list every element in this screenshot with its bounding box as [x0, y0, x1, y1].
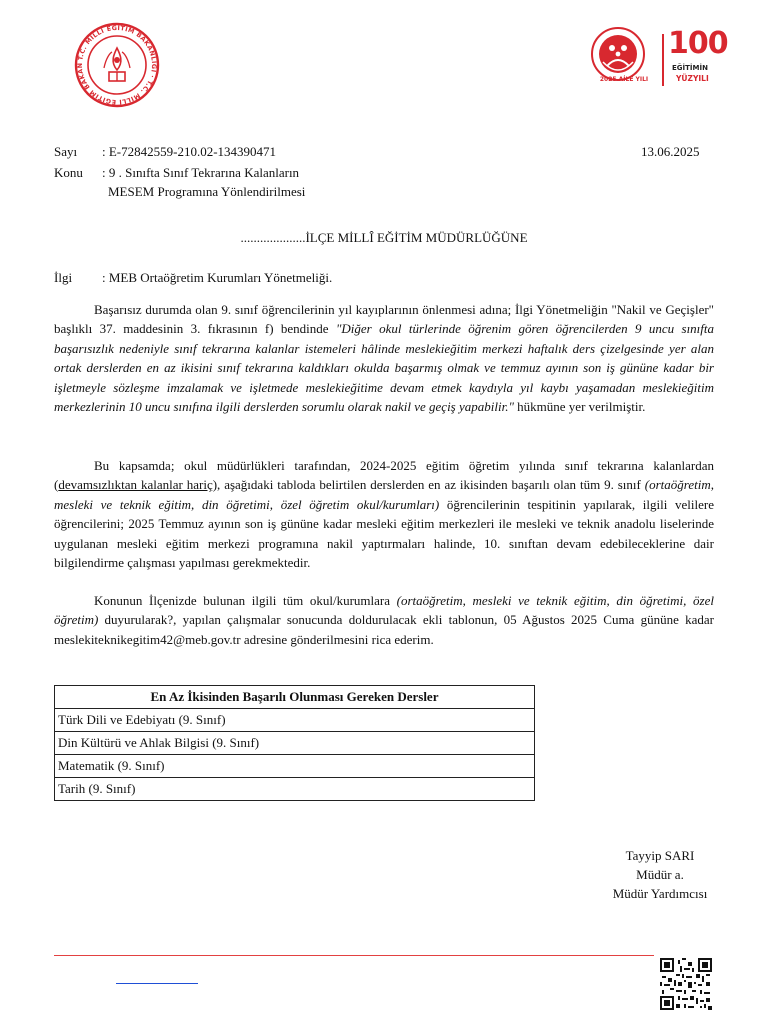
p2-part2: ), aşağıdaki tabloda belirtilen derslerden en az ikisinden başarılı olan tüm 9. sınıf [212, 477, 645, 493]
p2-underlined: devamsızlıktan kalanlar hariç [58, 477, 213, 493]
p1-quote: "Diğer okul türlerinde öğrenim gören öğrencilerden 9 uncu sınıfta başarısızlık nedeniyle sınıf tekrarına kalanlar istemeleri hâlinde meslekieğitim merkezi haftalık ders çizelgesinde yer alan ortak derslerden en az ikisini sınıf tekrarına kaldıkları okulda başarmış olmak ve temmuz ayının son iş gününe kadar bir işletmeyle sözleşme imzalamak ve işletmede meslekieğitime devam etmek kaydıyla yıl kaybı yaşamadan meslekieğitim merkezlerinin 10 uncu sınıfına ilgili derslerden sorumlu olarak nakil ve geçiş yapabilir." [54, 321, 715, 415]
p3-part1: Konunun İlçenizde bulunan ilgili tüm okul/kurumlara [94, 593, 397, 608]
table-row [55, 732, 535, 755]
signer-role: Müdür a. [636, 867, 684, 882]
svg-text:T.C. MİLLÎ EĞİTİM BAKANLIĞI ·: T.C. MİLLÎ EĞİTİM BAKANLIĞI · T.C. MİLLÎ EĞİTİM BAKAN [76, 24, 158, 106]
sayi-value: : E-72842559-210.02-134390471 [102, 144, 277, 159]
table-cell: Din Kültürü ve Ahlak Bilgisi (9. Sınıf) [55, 732, 535, 755]
centenary-line2: YÜZYILI [676, 74, 709, 83]
centenary-number: 100 [668, 26, 728, 61]
courses-table [54, 685, 535, 801]
family-year-label: 2025 AİLE YILI [599, 76, 649, 83]
table-row [55, 709, 535, 732]
footer-link[interactable] [116, 983, 198, 984]
table-header: En Az İkisinden Başarılı Olunması Gereken Dersler [55, 686, 535, 709]
signature-block [580, 846, 740, 903]
p1-lead: Başarısız durumda olan 9. sınıf öğrencilerinin yıl kayıplarının önlenmesi adına; İlgi Yönetmeliğin "Nakil ve Geçişler" başlıklı 37. maddesinin 3. fıkrasının f) bendinde [54, 302, 714, 337]
p2-part3: öğrencilerinin tespitinin yapılarak, ilgili velilere öğrencilerini; 2025 Temmuz ayının son iş gününe kadar mesleki eğitim merkezleri ile mesleki ve teknik anadolu liselerinde uygulanan mesleki eğitim merkezi programına nakil yaptırmaları halinde, 10. sınıftan devam edebileceklerine dair bilgilendirme çalışması yapılması gerekmektedir. [54, 496, 715, 571]
signer-name: Tayyip SARI [625, 848, 695, 863]
p3-italic: (ortaöğretim, mesleki ve teknik eğitim, din öğretimi, özel öğretim) [54, 593, 714, 628]
addressee: ....................İLÇE MİLLÎ EĞİTİM MÜDÜRLÜĞÜNE [240, 230, 528, 245]
ilgi-label: İlgi [54, 270, 73, 285]
sayi-label: Sayı [54, 144, 78, 159]
konu-value-line1: : 9 . Sınıfta Sınıf Tekrarına Kalanların [102, 165, 300, 180]
logo-divider [662, 34, 664, 86]
p3-part2: duyurularak?, yapılan çalışmalar sonucunda doldurulacak ekli tablonun, 05 Ağustos 2025 Cuma gününe kadar meslekiteknikegitim42@meb.gov.tr adresine gönderilmesini rica ederim. [54, 612, 714, 647]
konu-label: Konu [54, 165, 83, 180]
table-row [55, 755, 535, 778]
footer-divider [54, 955, 654, 956]
table-header-row [55, 686, 535, 709]
table-cell: Türk Dili ve Edebiyatı (9. Sınıf) [55, 709, 535, 732]
p1-tail: hükmüne yer verilmiştir. [513, 399, 646, 415]
ministry-seal-logo [74, 22, 160, 108]
ilgi-value: : MEB Ortaöğretim Kurumları Yönetmeliği. [102, 270, 333, 285]
table-cell: Matematik (9. Sınıf) [55, 755, 535, 778]
qr-code [660, 958, 712, 1010]
document-date: 13.06.2025 [641, 144, 700, 159]
body-paragraph-2 [54, 456, 714, 572]
table-cell: Tarih (9. Sınıf) [55, 778, 535, 801]
centenary-line1: EĞİTİMİN [672, 64, 708, 72]
body-paragraph-1 [54, 300, 714, 416]
signer-title: Müdür Yardımcısı [612, 886, 708, 901]
p2-italic: (ortaöğretim, mesleki ve teknik eğitim, din öğretimi, özel öğretim okul/kurumları) [54, 477, 714, 512]
body-paragraph-3 [54, 591, 714, 649]
konu-value-line2: MESEM Programına Yönlendirilmesi [108, 184, 306, 199]
p2-part1: Bu kapsamda; okul müdürlükleri tarafından, 2024-2025 eğitim öğretim yılında sınıf tekrarına kalanlardan ( [54, 458, 714, 493]
table-row [55, 778, 535, 801]
